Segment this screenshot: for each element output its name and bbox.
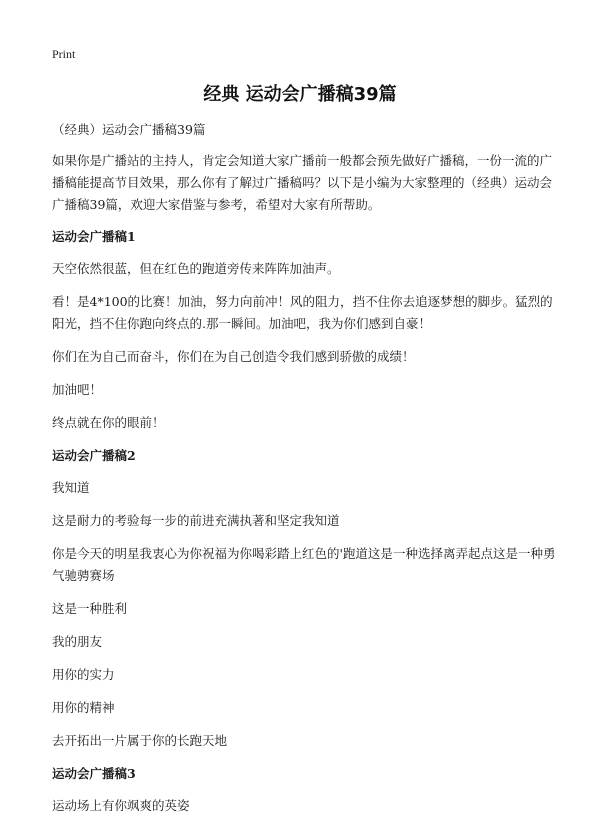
paragraph: 用你的实力 (52, 667, 115, 682)
section-1 (52, 226, 560, 434)
paragraph: 运动场上有你飒爽的英姿 (52, 798, 190, 813)
paragraph: 我的朋友 (52, 634, 103, 649)
section-2 (52, 445, 560, 752)
paragraph: 你们在为自己而奋斗，你们在为自己创造令我们感到骄傲的成绩！ (52, 349, 415, 364)
section-heading: 运动会广播稿3 (52, 766, 136, 781)
paragraph: 用你的精神 (52, 700, 115, 715)
page-title: 经典 运动会广播稿39篇 (203, 84, 397, 105)
paragraph: 这是耐力的考验每一步的前进充满执著和坚定我知道 (52, 513, 340, 528)
print-link[interactable]: Print (52, 47, 76, 61)
intro-paragraph: 如果你是广播站的主持人，肯定会知道大家广播前一般都会预先做好广播稿，一份一流的广播稿能提高节目效果，那么你有了解过广播稿吗？以下是小编为大家整理的（经典）运动会广播稿39篇，欢迎大家借鉴与参考，希望对大家有所帮助。 (52, 153, 553, 212)
paragraph: 去开拓出一片属于你的长跑天地 (52, 733, 228, 748)
paragraph: 你是今天的明星我衷心为你祝福为你喝彩踏上红色的'跑道这是一种选择离弄起点这是一种勇气驰骋赛场 (52, 546, 556, 583)
section-heading: 运动会广播稿2 (52, 448, 136, 463)
paragraph: 我知道 (52, 480, 90, 495)
paragraph: 这是一种胜利 (52, 601, 128, 616)
paragraph: 天空依然很蓝，但在红色的跑道旁传来阵阵加油声。 (52, 261, 340, 276)
paragraph: 加油吧！ (52, 382, 103, 397)
section-3 (52, 763, 560, 817)
paragraph: 看！是4*100的比赛！加油，努力向前冲！风的阻力，挡不住你去追逐梦想的脚步。猛烈的阳光，挡不住你跑向终点的.那一瞬间。加油吧，我为你们感到自豪！ (52, 294, 553, 331)
document-body (52, 150, 560, 828)
document-subtitle: （经典）运动会广播稿39篇 (52, 122, 206, 137)
section-heading: 运动会广播稿1 (52, 229, 136, 244)
paragraph: 终点就在你的眼前！ (52, 415, 165, 430)
